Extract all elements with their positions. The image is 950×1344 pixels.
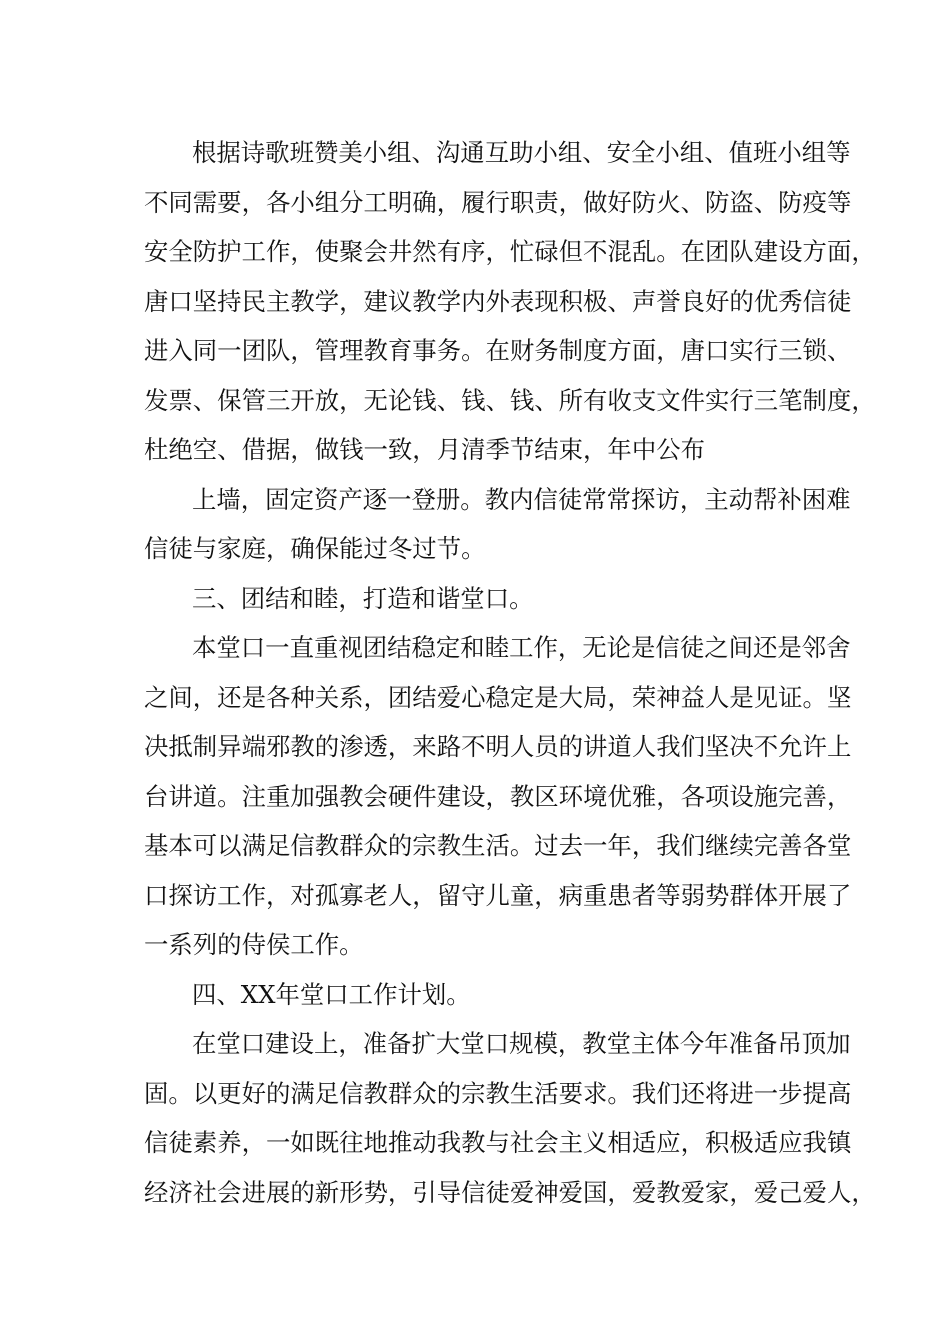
text-line: 口探访工作，对孤寡老人，留守儿童，病重患者等弱势群体开展了: [144, 880, 852, 910]
text-line: 基本可以满足信教群众的宗教生活。过去一年，我们继续完善各堂: [144, 831, 852, 860]
text-line: 信徒素养，一如既往地推动我教与社会主义相适应，积极适应我镇: [144, 1128, 852, 1157]
text-line: 本堂口一直重视团结稳定和睦工作，无论是信徒之间还是邻舍: [192, 633, 851, 662]
text-line: 之间，还是各种关系，团结爱心稳定是大局，荣神益人是见证。坚: [144, 682, 852, 712]
text-line: 信徒与家庭，确保能过冬过节。: [144, 534, 486, 563]
text-line: 根据诗歌班赞美小组、沟通互助小组、安全小组、值班小组等: [192, 138, 851, 167]
text-line: 一系列的侍侯工作。: [144, 930, 364, 959]
text-line: 进入同一团队，管理教育事务。在财务制度方面，唐口实行三锁、: [144, 336, 852, 365]
text-line: 安全防护工作，使聚会井然有序，忙碌但不混乱。在团队建设方面，: [144, 237, 876, 266]
text-line: 在堂口建设上，准备扩大堂口规模，教堂主体今年准备吊顶加: [192, 1029, 851, 1058]
text-line: 决抵制异端邪教的渗透，来路不明人员的讲道人我们坚决不允许上: [144, 732, 852, 761]
text-line: 上墙，固定资产逐一登册。教内信徒常常探访，主动帮补困难: [192, 484, 851, 514]
text-line: 发票、保管三开放，无论钱、钱、钱、所有收支文件实行三笔制度，: [144, 385, 876, 415]
text-line: 固。以更好的满足信教群众的宗教生活要求。我们还将进一步提高: [144, 1078, 852, 1108]
text-line: 不同需要，各小组分工明确，履行职责，做好防火、防盗、防疫等: [144, 187, 852, 217]
section-heading: 四、XX年堂口工作计划。: [192, 979, 471, 1009]
text-line: 台讲道。注重加强教会硬件建设，教区环境优雅，各项设施完善，: [144, 781, 852, 811]
text-line: 经济社会进展的新形势，引导信徒爱神爱国，爱教爱家，爱己爱人，: [144, 1177, 876, 1207]
text-line: 唐口坚持民主教学，建议教学内外表现积极、声誉良好的优秀信徒: [144, 286, 852, 316]
document-body: [144, 128, 876, 1217]
section-heading: 三、团结和睦，打造和谐堂口。: [192, 583, 534, 613]
text-line: 杜绝空、借据，做钱一致，月清季节结束，年中公布: [144, 435, 705, 464]
